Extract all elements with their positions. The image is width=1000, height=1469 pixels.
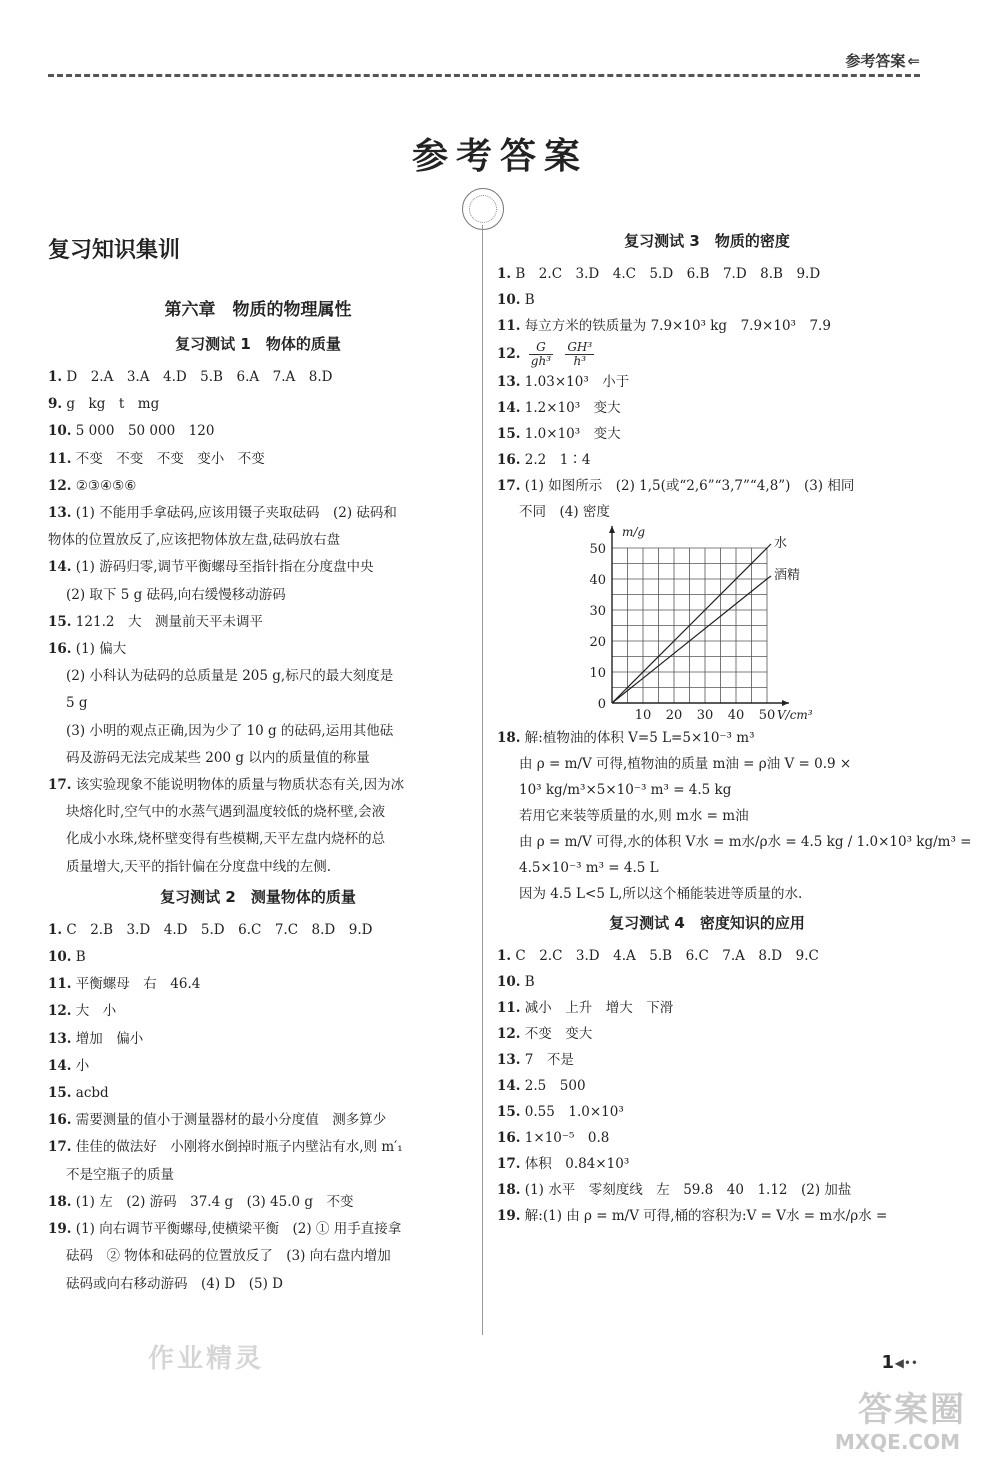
answer-number: 10. <box>497 974 521 990</box>
answer-text: 2.2 1∶4 <box>524 452 591 468</box>
answer-line <box>497 881 917 907</box>
answer-line <box>48 826 468 853</box>
answer-text: acbd <box>75 1085 109 1102</box>
answer-text: 1×10⁻⁵ 0.8 <box>524 1130 610 1146</box>
answer-line <box>48 418 468 445</box>
answer-text: B <box>75 949 86 966</box>
answer-line <box>48 1271 468 1298</box>
fraction <box>529 341 553 368</box>
answer-number: 9. <box>48 396 63 413</box>
answer-number: 17. <box>497 478 521 494</box>
answer-text: 0.55 1.0×10³ <box>524 1104 624 1120</box>
answer-text: (1) 偏大 <box>75 641 127 658</box>
answer-number: 14. <box>497 1078 521 1094</box>
faint-stamp: 作业精灵 <box>148 1344 265 1374</box>
answer-number: 11. <box>48 450 72 467</box>
answer-line <box>497 855 917 881</box>
answer-line <box>497 725 917 751</box>
answer-text: 5 000 50 000 120 <box>75 423 215 440</box>
answer-number: 13. <box>48 1030 72 1047</box>
x-axis-label: V/cm³ <box>777 708 813 722</box>
series-label-1: 水 <box>774 536 788 551</box>
answer-line <box>48 1189 468 1216</box>
answer-text: 化成小水珠,烧杯壁变得有些模糊,天平左盘内烧杯的总 <box>66 831 386 848</box>
x-tick-label: 30 <box>696 708 714 723</box>
answer-line <box>48 1026 468 1053</box>
answer-line <box>48 998 468 1025</box>
answer-text: 砝码或向右移动游码 (4) D (5) D <box>66 1275 283 1292</box>
answer-number: 19. <box>48 1221 72 1238</box>
answer-text: 码及游码无法完成某些 200 g 以内的质量值的称量 <box>66 749 370 766</box>
fraction-denominator: h³ <box>573 354 587 368</box>
answer-line <box>497 395 917 421</box>
page-arrow-icon: ◀•• <box>894 1356 918 1370</box>
answer-text: 不是空瓶子的质量 <box>66 1166 174 1183</box>
answer-text: 2.5 500 <box>524 1078 586 1094</box>
answer-line <box>497 1073 917 1099</box>
answer-text: (1) 游码归零,调节平衡螺母至指针指在分度盘中央 <box>75 559 374 576</box>
answer-text: 10³ kg/m³×5×10⁻³ m³ = 4.5 kg <box>519 782 732 798</box>
answer-line <box>497 1021 917 1047</box>
answer-number: 17. <box>497 1156 521 1172</box>
answer-line <box>48 772 468 799</box>
answer-number: 12. <box>497 1026 521 1042</box>
y-tick-label: 30 <box>589 604 606 619</box>
answer-line <box>497 969 917 995</box>
x-tick-label: 40 <box>727 708 745 723</box>
answer-number: 16. <box>48 1112 72 1129</box>
answer-line <box>48 554 468 581</box>
answer-number: 17. <box>48 1139 72 1156</box>
answer-number: 14. <box>48 559 72 576</box>
column-divider <box>482 225 483 1335</box>
answer-number: 1. <box>497 948 512 964</box>
answer-line <box>497 369 917 395</box>
answer-number: 18. <box>497 730 521 746</box>
answer-number: 14. <box>497 400 521 416</box>
answer-text: 1.03×10³ 小于 <box>524 374 630 390</box>
answer-line <box>497 1203 917 1229</box>
answer-text: (1) 不能用手拿砝码,应该用镊子夹取砝码 (2) 砝码和 <box>75 505 397 522</box>
answer-text: (2) 小科认为砝码的总质量是 205 g,标尺的最大刻度是 <box>66 668 394 685</box>
answer-line <box>497 1047 917 1073</box>
test-4-heading: 复习测试 4 密度知识的应用 <box>609 914 805 932</box>
answer-line <box>48 364 468 391</box>
answer-number: 12. <box>48 477 72 494</box>
answer-line <box>48 473 468 500</box>
answer-text: 解:(1) 由 ρ = m/V 可得,桶的容积为:V = V水 = m水/ρ水 = <box>524 1208 888 1224</box>
answer-line <box>48 799 468 826</box>
answer-text: 因为 4.5 L<5 L,所以这个桶能装进等质量的水. <box>519 886 803 902</box>
answer-line <box>48 582 468 609</box>
answer-text: 体积 0.84×10³ <box>524 1156 630 1172</box>
answer-line <box>497 803 917 829</box>
answer-line <box>48 663 468 690</box>
answer-line <box>497 313 917 339</box>
answer-text: 平衡螺母 右 46.4 <box>75 976 201 993</box>
answer-line <box>497 473 917 499</box>
answer-number: 18. <box>497 1182 521 1198</box>
answer-text: C 2.B 3.D 4.D 5.D 6.C 7.C 8.D 9.D <box>66 921 373 938</box>
test-3-heading: 复习测试 3 物质的密度 <box>624 232 790 250</box>
answer-text: 4.5×10⁻³ m³ = 4.5 L <box>519 860 659 876</box>
answer-line-q12 <box>497 339 917 369</box>
answer-number: 15. <box>48 1085 72 1102</box>
answer-number: 17. <box>48 777 72 794</box>
answer-line <box>48 1162 468 1189</box>
test-3-answers-a <box>497 261 917 339</box>
answer-line <box>497 1125 917 1151</box>
x-axis-arrow-icon <box>782 700 789 706</box>
answer-text: 小 <box>75 1057 90 1074</box>
answer-number: 14. <box>48 1057 72 1074</box>
answer-line <box>48 609 468 636</box>
answer-line <box>48 718 468 745</box>
answer-number: 10. <box>497 292 521 308</box>
answer-line <box>48 527 468 554</box>
back-arrow-icon: ⇐ <box>907 52 920 70</box>
test-3-q18 <box>497 725 972 907</box>
answer-line <box>48 636 468 663</box>
answer-number: 1. <box>48 921 63 938</box>
answer-text: 增加 偏小 <box>75 1030 144 1047</box>
test-2-heading: 复习测试 2 测量物体的质量 <box>160 887 356 906</box>
y-axis-label: m/g <box>622 525 646 539</box>
answer-text: B 2.C 3.D 4.C 5.D 6.B 7.D 8.B 9.D <box>515 266 821 282</box>
answer-text: 佳佳的做法好 小刚将水倒掉时瓶子内壁沾有水,则 m′₁ <box>75 1139 403 1156</box>
answer-line <box>48 391 468 418</box>
answer-line <box>497 261 917 287</box>
answer-line <box>48 971 468 998</box>
answer-text: (1) 向右调节平衡螺母,使横梁平衡 (2) ① 用手直接拿 <box>75 1221 402 1238</box>
answer-text: 大 小 <box>75 1003 117 1020</box>
answer-text: 物体的位置放反了,应该把物体放左盘,砝码放右盘 <box>48 532 341 549</box>
page-number: 1 <box>881 1352 894 1373</box>
answer-line <box>497 1151 917 1177</box>
answer-line <box>497 751 917 777</box>
watermark: 答案圈 <box>858 1390 966 1430</box>
fraction-denominator: gh³ <box>530 354 552 368</box>
y-tick-label: 50 <box>589 542 606 557</box>
answer-text: 由 ρ = m/V 可得,植物油的质量 m油 = ρ油 V = 0.9 × <box>519 756 852 772</box>
answer-line <box>497 995 917 1021</box>
answer-line <box>497 1177 917 1203</box>
answer-text: 每立方米的铁质量为 7.9×10³ kg 7.9×10³ 7.9 <box>524 318 831 334</box>
test-2-answers <box>48 917 468 1298</box>
answer-number: 13. <box>48 505 72 522</box>
answer-text: ②③④⑤⑥ <box>75 477 137 494</box>
answer-line <box>497 777 917 803</box>
answer-text: 需要测量的值小于测量器材的最小分度值 测多算少 <box>75 1112 387 1129</box>
answer-line <box>48 1107 468 1134</box>
answer-text: 由 ρ = m/V 可得,水的体积 V水 = m水/ρ水 = 4.5 kg / 1.0×10³ kg/m³ = <box>519 834 972 850</box>
answer-line <box>48 854 468 881</box>
left-column <box>48 292 468 1298</box>
answer-line <box>48 745 468 772</box>
answer-line <box>48 1134 468 1161</box>
test-4-answers <box>497 943 917 1229</box>
answer-number: 12. <box>48 1003 72 1020</box>
answer-line <box>48 1216 468 1243</box>
answer-line <box>48 917 468 944</box>
test-3-answers-b <box>497 369 917 525</box>
answer-line <box>497 499 917 525</box>
answer-number: 16. <box>497 1130 521 1146</box>
answer-number: 16. <box>48 641 72 658</box>
series-label-2: 酒精 <box>774 568 801 583</box>
answer-text: 质量增大,天平的指针偏在分度盘中线的左侧. <box>66 858 332 875</box>
answer-line <box>497 1099 917 1125</box>
answer-line <box>497 421 917 447</box>
answer-text: (3) 小明的观点正确,因为少了 10 g 的砝码,运用其他砝 <box>66 722 394 739</box>
answer-line <box>48 1243 468 1270</box>
answer-number: 15. <box>497 426 521 442</box>
answer-line <box>48 446 468 473</box>
x-tick-label: 50 <box>758 708 776 723</box>
stamp-icon <box>462 188 504 230</box>
answer-text: 不同 (4) 密度 <box>519 504 610 520</box>
answer-number: 11. <box>497 1000 521 1016</box>
answer-number: 12. <box>497 346 521 362</box>
answer-number: 13. <box>497 1052 521 1068</box>
fraction-numerator: GH³ <box>567 340 593 354</box>
answer-text: 解:植物油的体积 V=5 L=5×10⁻³ m³ <box>524 730 755 746</box>
answer-text: 1.0×10³ 变大 <box>524 426 621 442</box>
answer-text: 不变 不变 不变 变小 不变 <box>75 450 265 467</box>
answer-number: 18. <box>48 1193 72 1210</box>
answer-text: 该实验现象不能说明物体的质量与物质状态有关,因为冰 <box>75 777 405 794</box>
answer-line <box>497 829 972 855</box>
watermark-url: MXQE.COM <box>834 1430 960 1454</box>
answer-line <box>48 500 468 527</box>
test-1-answers <box>48 364 468 881</box>
answer-line <box>48 1053 468 1080</box>
answer-number: 16. <box>497 452 521 468</box>
answer-text: 块熔化时,空气中的水蒸气遇到温度较低的烧杯壁,会液 <box>66 804 386 821</box>
answer-text: 砝码 ② 物体和砝码的位置放反了 (3) 向右盘内增加 <box>66 1248 391 1265</box>
answer-text: (2) 取下 5 g 砝码,向右缓慢移动游码 <box>66 586 286 603</box>
answer-number: 11. <box>48 976 72 993</box>
x-tick-label: 20 <box>665 708 683 723</box>
answer-line <box>48 944 468 971</box>
answer-number: 10. <box>48 423 72 440</box>
density-chart-svg <box>497 525 917 725</box>
series-line-1 <box>612 544 771 703</box>
page-title: 参考答案 <box>411 135 588 177</box>
answer-number: 15. <box>497 1104 521 1120</box>
chapter-title: 第六章 物质的物理属性 <box>164 300 352 320</box>
y-tick-label: 0 <box>597 697 606 712</box>
answer-number: 1. <box>497 266 512 282</box>
answer-text: 1.2×10³ 变大 <box>524 400 621 416</box>
answer-text: (1) 水平 零刻度线 左 59.8 40 1.12 (2) 加盐 <box>524 1182 852 1198</box>
answer-text: D 2.A 3.A 4.D 5.B 6.A 7.A 8.D <box>66 369 333 385</box>
y-axis-arrow-icon <box>609 526 615 533</box>
answer-text: (1) 左 (2) 游码 37.4 g (3) 45.0 g 不变 <box>75 1193 354 1210</box>
answer-text: g kg t mg <box>66 396 160 413</box>
answer-text: B <box>524 292 535 308</box>
x-tick-label: 10 <box>634 708 652 723</box>
answer-line <box>497 287 917 313</box>
answer-line <box>497 943 917 969</box>
answer-text: 5 g <box>66 695 88 712</box>
test-1-heading: 复习测试 1 物体的质量 <box>175 335 341 353</box>
y-tick-label: 40 <box>589 573 606 588</box>
fraction <box>565 341 594 368</box>
answer-number: 11. <box>497 318 521 334</box>
answer-line <box>48 690 468 717</box>
answer-text: C 2.C 3.D 4.A 5.B 6.C 7.A 8.D 9.C <box>515 948 819 964</box>
answer-text: 121.2 大 测量前天平未调平 <box>75 613 263 630</box>
answer-line <box>48 1080 468 1107</box>
header-label: 参考答案 ⇐ <box>845 52 920 70</box>
header-rule <box>48 74 920 77</box>
answer-text: B <box>524 974 535 990</box>
density-chart <box>497 525 917 725</box>
answer-text: 减小 上升 增大 下滑 <box>524 1000 674 1016</box>
answer-number: 13. <box>497 374 521 390</box>
right-column <box>497 225 972 1229</box>
answer-number: 1. <box>48 369 63 385</box>
fraction-numerator: G <box>529 341 553 355</box>
answer-text: 7 不是 <box>524 1052 574 1068</box>
answer-number: 19. <box>497 1208 521 1224</box>
answer-line <box>497 447 917 473</box>
answer-number: 15. <box>48 613 72 630</box>
y-tick-label: 20 <box>589 635 606 650</box>
series-line-2 <box>612 576 771 703</box>
section-title: 复习知识集训 <box>48 238 181 263</box>
answer-number: 10. <box>48 949 72 966</box>
answer-text: (1) 如图所示 (2) 1,5(或“2,6”“3,7”“4,8”) (3) 相同 <box>524 478 855 494</box>
y-tick-label: 10 <box>589 666 606 681</box>
answer-text: 若用它来装等质量的水,则 m水 = m油 <box>519 808 749 824</box>
answer-text: 不变 变大 <box>524 1026 593 1042</box>
